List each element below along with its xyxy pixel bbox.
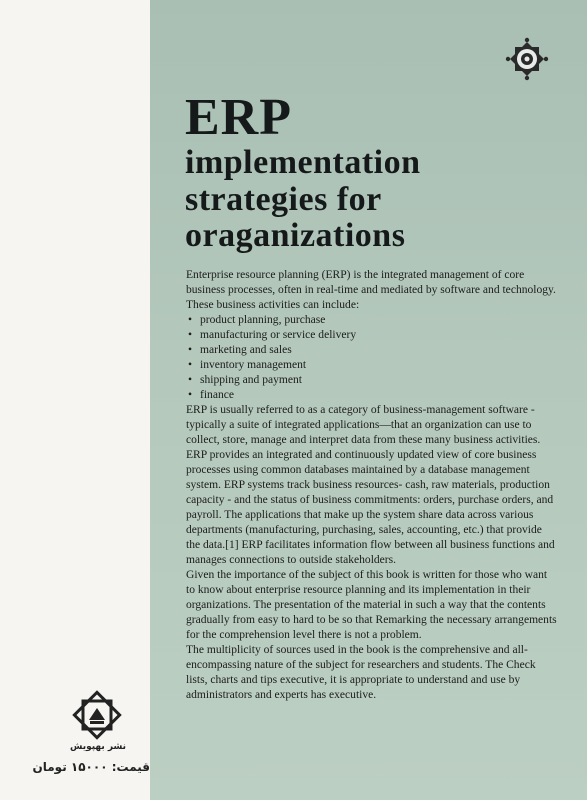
intro-paragraph: Enterprise resource planning (ERP) is the integrated management of core business processes, often in real-time and mediated by software and technology. These business activities can include: — [186, 269, 556, 311]
left-strip — [0, 0, 150, 800]
list-item: • inventory management — [186, 358, 558, 373]
paragraph-2: ERP is usually referred to as a category of business-management software - typically a suite of integrated applications—that an organization can use to collect, store, manage and interpret data from these many business activities. — [186, 404, 541, 446]
title-line-1: ERP — [185, 89, 292, 146]
activity-list — [186, 313, 558, 403]
paragraph-5: The multiplicity of sources used in the book is the comprehensive and all-encompassing nature of the subject for researchers and students. The Check lists, charts and tips executive, it is appropriate to understand and use by administrators and experts has executive. — [186, 644, 536, 701]
blurb — [186, 268, 558, 703]
title-line-4: oraganizations — [185, 217, 406, 255]
list-item: • marketing and sales — [186, 343, 558, 358]
ornament-icon — [504, 36, 550, 82]
book-title — [185, 89, 421, 255]
title-line-2: implementation — [185, 144, 421, 181]
publisher-logo-icon — [72, 690, 122, 740]
paragraph-4: Given the importance of the subject of this book is written for those who want to know about enterprise resource planning and its implementation in their organizations. The presentation of the material in such a way that the contents gradually from easy to hard to be so that Remarking the necessary arrangements for the comprehension level there is not a problem. — [186, 569, 557, 641]
list-item: • shipping and payment — [186, 373, 558, 388]
publisher-name: نشر بهپویش — [69, 742, 126, 752]
list-item: • manufacturing or service delivery — [186, 328, 558, 343]
paragraph-3: ERP provides an integrated and continuously updated view of core business processes using common databases maintained by a database management system. ERP systems track business resources- cash, raw materials, production capacity - and the status of business commitments: orders, purchase orders, and payroll. The applications that make up the system share data across various departments (manufacturing, purchasing, sales, accounting, etc.) that provide the data.[1] ERP facilitates information flow between all business functions and manages connections to outside stakeholders. — [186, 449, 555, 566]
title-line-3: strategies for — [185, 180, 382, 218]
list-item: • product planning, purchase — [186, 313, 558, 328]
list-item: • finance — [186, 388, 558, 403]
price-label: قیمت: ۱۵۰۰۰ تومان — [32, 760, 150, 774]
